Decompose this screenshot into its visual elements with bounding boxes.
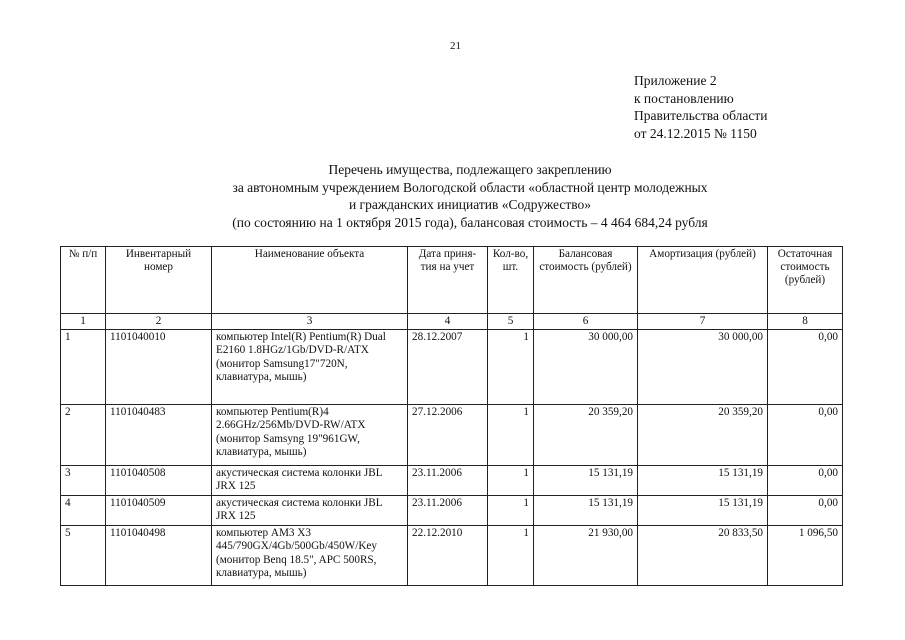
cell-quantity: 1 [488,496,534,526]
cell-depreciation: 20 833,50 [638,526,768,586]
cell-inventory: 1101040483 [106,405,212,466]
header-number: № п/п [61,247,106,314]
cell-balance: 30 000,00 [534,330,638,405]
cell-number: 2 [61,405,106,466]
cell-balance: 15 131,19 [534,466,638,496]
cell-residual: 0,00 [768,496,843,526]
cell-depreciation: 15 131,19 [638,496,768,526]
header-name: Наименование объекта [212,247,408,314]
cell-quantity: 1 [488,526,534,586]
cell-quantity: 1 [488,466,534,496]
column-number-row [61,314,843,330]
cell-depreciation: 15 131,19 [638,466,768,496]
cell-name: акустическая система колонки JBL JRX 125 [212,496,408,526]
cell-number: 4 [61,496,106,526]
column-number: 6 [534,314,638,330]
cell-quantity: 1 [488,330,534,405]
cell-date: 22.12.2010 [408,526,488,586]
cell-date: 28.12.2007 [408,330,488,405]
column-number: 2 [106,314,212,330]
title-line-1: Перечень имущества, подлежащего закреплению [328,162,612,177]
cell-inventory: 1101040498 [106,526,212,586]
column-number: 3 [212,314,408,330]
title-line-3: и гражданских инициатив «Содружество» [348,197,592,212]
cell-inventory: 1101040010 [106,330,212,405]
cell-number: 1 [61,330,106,405]
cell-inventory: 1101040509 [106,496,212,526]
column-number: 7 [638,314,768,330]
header-inventory: Инвентарный номер [106,247,212,314]
table-header-row [61,247,843,314]
title-line-4: (по состоянию на 1 октября 2015 года), балансовая стоимость – 4 464 684,24 рубля [232,214,708,230]
appendix-line-2: к постановлению [634,90,734,106]
column-number: 1 [61,314,106,330]
cell-residual: 0,00 [768,330,843,405]
property-table [60,246,843,586]
appendix-line-1: Приложение 2 [634,73,717,88]
page-number: 21 [450,40,461,52]
cell-balance: 15 131,19 [534,496,638,526]
cell-residual: 0,00 [768,466,843,496]
cell-balance: 20 359,20 [534,405,638,466]
cell-residual: 1 096,50 [768,526,843,586]
cell-number: 5 [61,526,106,586]
cell-date: 23.11.2006 [408,496,488,526]
document-title [190,161,750,231]
cell-number: 3 [61,466,106,496]
table-row [61,466,843,496]
cell-date: 27.12.2006 [408,405,488,466]
cell-name: компьютер Pentium(R)4 2.66GHz/256Mb/DVD-RW/ATX (монитор Samsyng 19"961GW, клавиатура, мышь) [212,405,408,466]
column-number: 8 [768,314,843,330]
title-line-2: за автономным учреждением Вологодской области «областной центр молодежных [232,179,708,195]
cell-name: компьютер AM3 X3 445/790GX/4Gb/500Gb/450W/Key (монитор Benq 18.5", APC 500RS, клавиатура, мышь) [212,526,408,586]
cell-residual: 0,00 [768,405,843,466]
header-balance: Балансовая стоимость (рублей) [534,247,638,314]
cell-quantity: 1 [488,405,534,466]
cell-depreciation: 20 359,20 [638,405,768,466]
cell-balance: 21 930,00 [534,526,638,586]
header-quantity: Кол-во, шт. [488,247,534,314]
column-number: 4 [408,314,488,330]
table-row [61,330,843,405]
column-number: 5 [488,314,534,330]
table-row [61,526,843,586]
appendix-line-3: Правительства области [634,108,768,123]
appendix-line-4: от 24.12.2015 № 1150 [634,125,757,141]
appendix-reference [634,72,767,142]
cell-depreciation: 30 000,00 [638,330,768,405]
cell-inventory: 1101040508 [106,466,212,496]
table-row [61,496,843,526]
cell-name: акустическая система колонки JBL JRX 125 [212,466,408,496]
cell-name: компьютер Intel(R) Pentium(R) Dual E2160 1.8HGz/1Gb/DVD-R/ATX (монитор Samsung17"720N, клавиатура, мышь) [212,330,408,405]
header-residual: Остаточная стоимость (рублей) [768,247,843,314]
cell-date: 23.11.2006 [408,466,488,496]
header-date: Дата приня-тия на учет [408,247,488,314]
table-row [61,405,843,466]
header-depreciation: Амортизация (рублей) [638,247,768,314]
